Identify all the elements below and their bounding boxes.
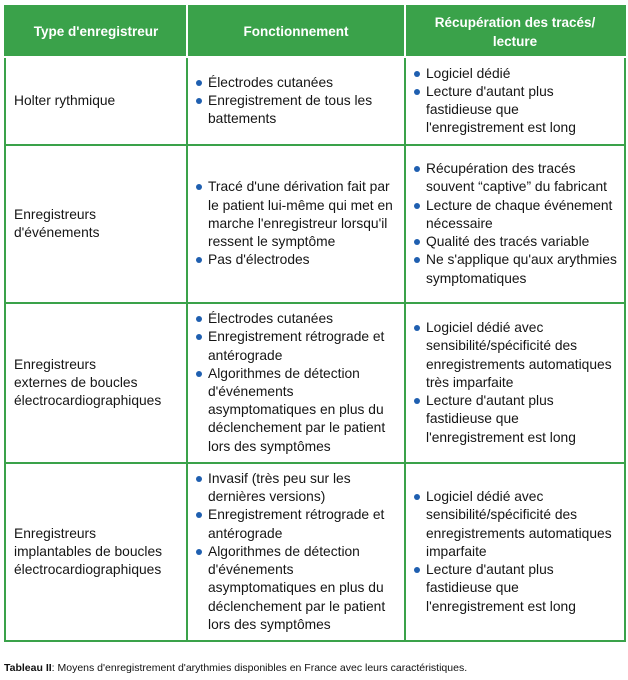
bullet-dot-icon bbox=[196, 257, 202, 263]
table-body bbox=[5, 57, 625, 641]
bullet-list bbox=[196, 470, 398, 634]
list-item bbox=[414, 233, 618, 251]
list-item bbox=[196, 470, 398, 506]
list-item bbox=[414, 561, 618, 616]
header-fonctionnement: Fonctionnement bbox=[187, 6, 405, 57]
list-item-text: Lecture d'autant plus fastidieuse que l'enregistrement est long bbox=[426, 562, 576, 614]
list-item-text: Algorithmes de détection d'événements asymptomatiques en plus du déclenchement par le patient lors des symptômes bbox=[208, 365, 386, 454]
table-caption bbox=[4, 662, 467, 674]
list-item-text: Logiciel dédié bbox=[426, 65, 511, 81]
list-item bbox=[196, 74, 398, 92]
list-item bbox=[196, 178, 398, 251]
cell-recuperation bbox=[405, 303, 625, 463]
bullet-list bbox=[414, 65, 618, 138]
bullet-dot-icon bbox=[414, 257, 420, 263]
bullet-dot-icon bbox=[414, 71, 420, 77]
bullet-list bbox=[414, 319, 618, 446]
header-recuperation: Récupération des tracés/ lecture bbox=[405, 6, 625, 57]
list-item-text: Électrodes cutanées bbox=[208, 311, 334, 327]
bullet-list bbox=[414, 488, 618, 615]
list-item bbox=[196, 506, 398, 542]
table-row bbox=[5, 57, 625, 145]
table-row bbox=[5, 303, 625, 463]
list-item-text: Ne s'applique qu'aux arythmies symptomatiques bbox=[426, 252, 617, 286]
list-item-text: Lecture de chaque événement nécessaire bbox=[426, 197, 613, 231]
bullet-dot-icon bbox=[414, 239, 420, 245]
list-item bbox=[414, 319, 618, 392]
list-item-text: Récupération des tracés souvent “captive” du fabricant bbox=[426, 161, 607, 195]
list-item bbox=[414, 251, 618, 287]
list-item-text: Invasif (très peu sur les dernières versions) bbox=[208, 471, 351, 505]
cell-type: Enregistreurs implantables de boucles électrocardiographiques bbox=[5, 463, 187, 641]
bullet-dot-icon bbox=[196, 184, 202, 190]
bullet-dot-icon bbox=[196, 476, 202, 482]
list-item bbox=[414, 488, 618, 561]
table-row bbox=[5, 463, 625, 641]
list-item-text: Algorithmes de détection d'événements asymptomatiques en plus du déclenchement par le patient lors des symptômes bbox=[208, 543, 386, 632]
bullet-list bbox=[414, 160, 618, 287]
list-item bbox=[196, 310, 398, 328]
list-item-text: Lecture d'autant plus fastidieuse que l'enregistrement est long bbox=[426, 393, 576, 445]
list-item bbox=[414, 392, 618, 447]
cell-fonctionnement bbox=[187, 463, 405, 641]
bullet-dot-icon bbox=[196, 334, 202, 340]
cell-fonctionnement bbox=[187, 145, 405, 303]
bullet-list bbox=[196, 74, 398, 129]
list-item-text: Logiciel dédié avec sensibilité/spécificité des enregistrements automatiques très imparfaite bbox=[426, 320, 612, 390]
bullet-list bbox=[196, 178, 398, 269]
list-item bbox=[196, 251, 398, 269]
list-item-text: Qualité des tracés variable bbox=[426, 234, 590, 250]
list-item bbox=[414, 65, 618, 83]
list-item-text: Tracé d'une dérivation fait par le patient lui-même qui met en marche l'enregistreur lorsqu'il ressent le symptôme bbox=[208, 179, 393, 250]
header-type: Type d'enregistreur bbox=[5, 6, 187, 57]
list-item bbox=[414, 197, 618, 233]
bullet-dot-icon bbox=[414, 567, 420, 573]
list-item bbox=[414, 83, 618, 138]
bullet-dot-icon bbox=[196, 316, 202, 322]
list-item-text: Logiciel dédié avec sensibilité/spécificité des enregistrements automatiques imparfaite bbox=[426, 489, 612, 559]
recorders-table bbox=[4, 5, 626, 642]
list-item bbox=[196, 92, 398, 128]
cell-fonctionnement bbox=[187, 303, 405, 463]
bullet-dot-icon bbox=[414, 89, 420, 95]
bullet-dot-icon bbox=[196, 371, 202, 377]
table-header-row bbox=[5, 6, 625, 57]
cell-recuperation bbox=[405, 57, 625, 145]
bullet-dot-icon bbox=[196, 549, 202, 555]
bullet-dot-icon bbox=[196, 512, 202, 518]
list-item bbox=[414, 160, 618, 196]
list-item-text: Électrodes cutanées bbox=[208, 74, 334, 90]
caption-label: Tableau II bbox=[4, 662, 52, 674]
caption-text: : Moyens d'enregistrement d'arythmies disponibles en France avec leurs caractéristiques. bbox=[51, 662, 468, 674]
list-item-text: Enregistrement rétrograde et antérograde bbox=[208, 329, 385, 363]
cell-recuperation bbox=[405, 463, 625, 641]
table-row bbox=[5, 145, 625, 303]
bullet-list bbox=[196, 310, 398, 456]
list-item-text: Enregistrement de tous les battements bbox=[208, 92, 373, 127]
cell-type: Enregistreurs externes de boucles électrocardiographiques bbox=[5, 303, 187, 463]
list-item bbox=[196, 328, 398, 364]
bullet-dot-icon bbox=[414, 325, 420, 331]
bullet-dot-icon bbox=[196, 80, 202, 86]
bullet-dot-icon bbox=[414, 398, 420, 404]
cell-type: Enregistreurs d'événements bbox=[5, 145, 187, 303]
bullet-dot-icon bbox=[414, 203, 420, 209]
list-item bbox=[196, 365, 398, 456]
bullet-dot-icon bbox=[414, 494, 420, 500]
list-item bbox=[196, 543, 398, 634]
list-item-text: Lecture d'autant plus fastidieuse que l'enregistrement est long bbox=[426, 83, 576, 136]
cell-fonctionnement bbox=[187, 57, 405, 145]
list-item-text: Pas d'électrodes bbox=[208, 252, 310, 268]
cell-recuperation bbox=[405, 145, 625, 303]
list-item-text: Enregistrement rétrograde et antérograde bbox=[208, 507, 385, 541]
cell-type: Holter rythmique bbox=[5, 57, 187, 145]
bullet-dot-icon bbox=[196, 98, 202, 104]
bullet-dot-icon bbox=[414, 166, 420, 172]
